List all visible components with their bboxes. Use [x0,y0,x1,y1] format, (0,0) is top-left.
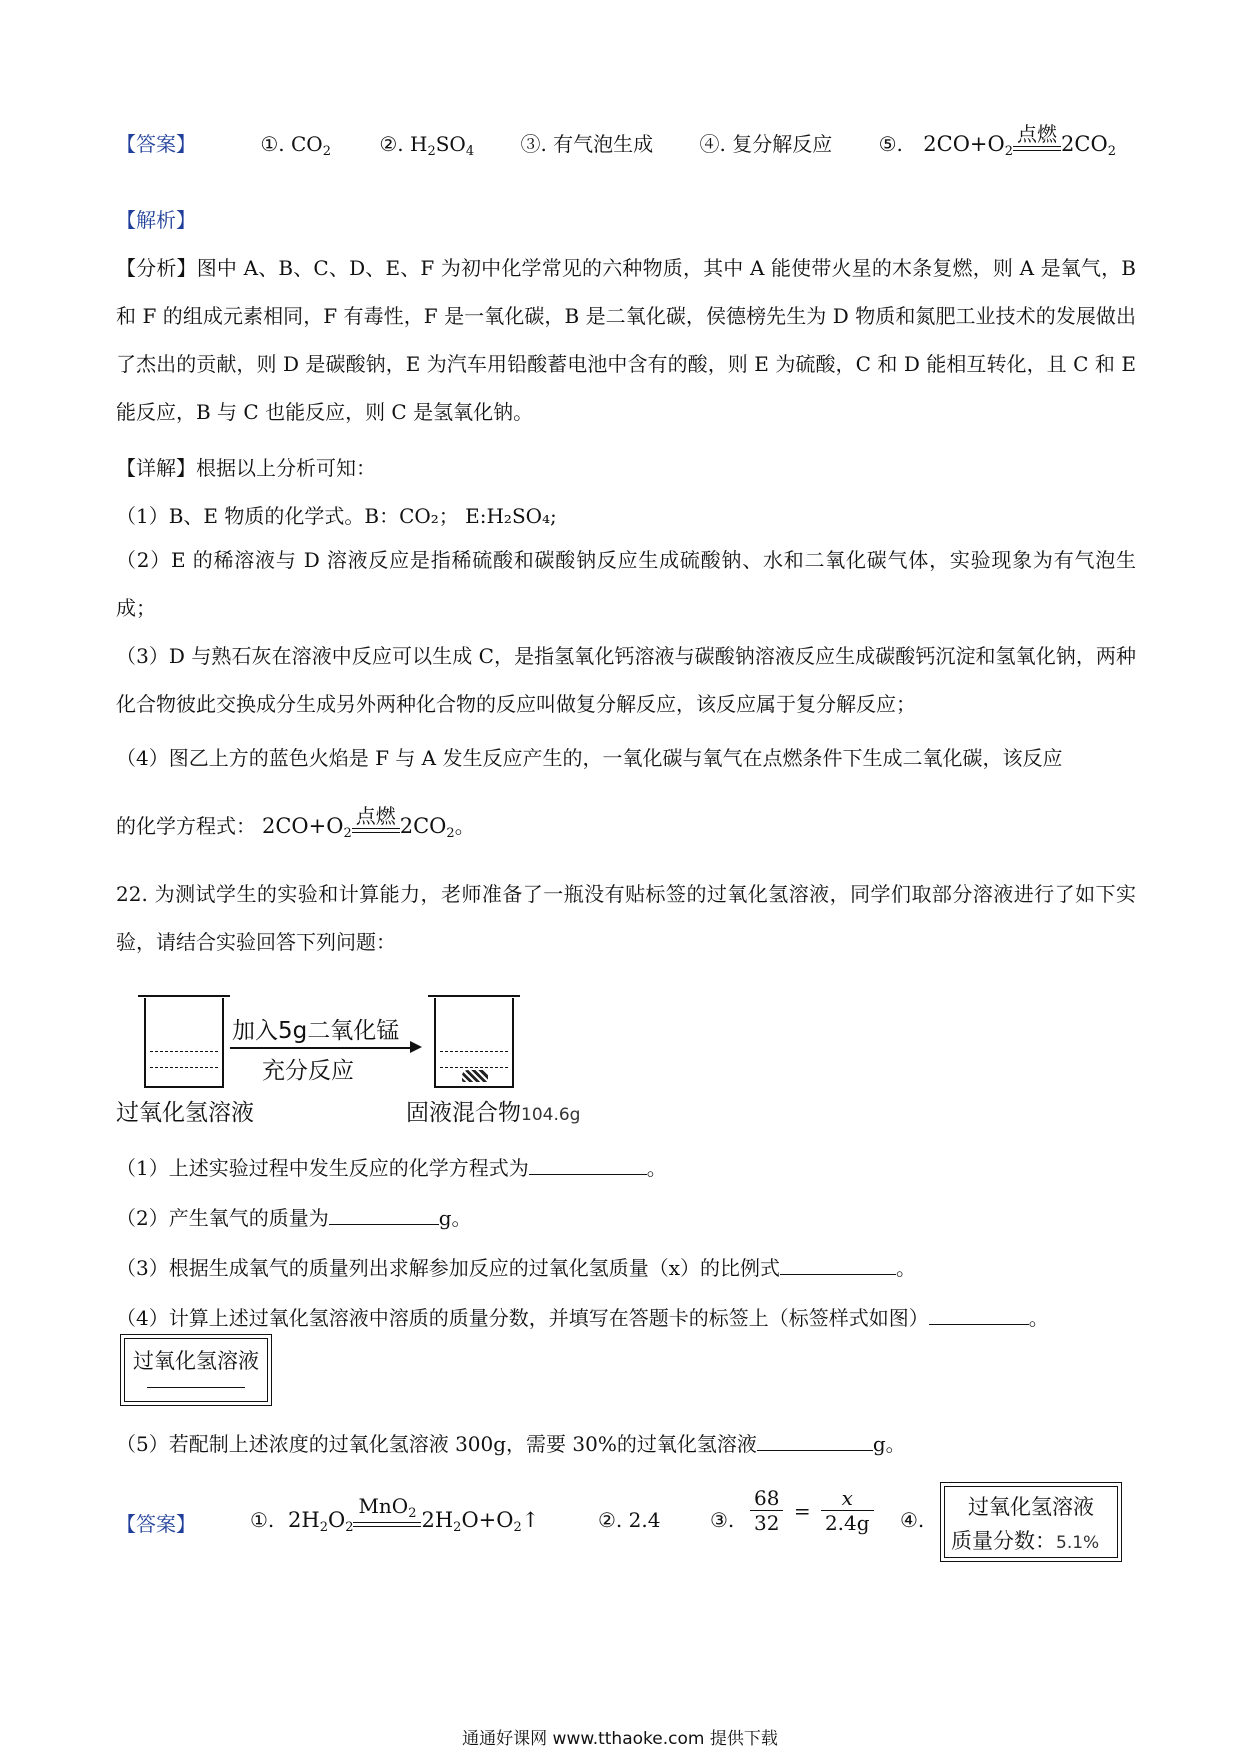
fraction-left-num: 68 [754,1486,780,1510]
answer-tag: 【答案】 [116,132,196,156]
question-22-5-text: （5）若配制上述浓度的过氧化氢溶液 300g，需要 30%的过氧化氢溶液 [116,1432,757,1456]
answer-label-line-text: 质量分数： [951,1529,1056,1553]
detail-1: （1）B、E 物质的化学式。B：CO₂； E:H₂SO₄; [116,504,557,528]
detail-2-text: （2）E 的稀溶液与 D 溶液反应是指稀硫酸和碳酸钠反应生成硫酸钠、水和二氧化碳气体，实验现象为有气泡生成； [116,548,1136,620]
figure-right-label: 固液混合物 [406,1100,521,1126]
answer-2-pre: ②. H [379,132,428,156]
fraction-right-den: 2.4g [824,1511,870,1535]
answer2-4-num: ④. [900,1508,925,1532]
answer-label-line [951,1525,1115,1555]
manganese-dioxide-solid [462,1070,488,1082]
answer-2-mid: SO [435,132,466,156]
gas-arrow-icon: ↑ [521,1508,540,1532]
answer-1-text: ①. CO [260,132,323,156]
answer2-1-right-2-sub: 2 [513,1520,522,1535]
eq-right: 2CO [1061,132,1108,156]
eq-left-sub: 2 [1004,144,1014,159]
beaker-right-rim [428,995,520,997]
detail-4: （4）图乙上方的蓝色火焰是 F 与 A 发生反应产生的，一氧化碳与氧气在点燃条件下生成二氧化碳，该反应 [116,746,1063,770]
question-22-4 [116,1302,1136,1331]
detail-4-prefix: 的化学方程式： [116,814,256,838]
answer-1-sub: 2 [322,144,331,159]
fraction-right-num: x [841,1486,853,1510]
detail-4-condition-text: 点燃 [355,804,396,828]
answer2-1-right-2: O+O [461,1508,514,1532]
answer2-1-right-1: 2H [421,1508,454,1532]
answer-5-num: ⑤. [878,132,903,156]
answer-4: ④. 复分解反应 [699,132,833,156]
answer-2-sub2: 4 [465,144,475,159]
detail-heading: 【详解】根据以上分析可知： [116,456,376,480]
answer-label-value: 5.1% [1056,1533,1100,1553]
answer2-1-equation [288,1494,540,1535]
question-22-2-text: （2）产生氧气的质量为 [116,1206,329,1230]
question-22-1-blank[interactable] [529,1154,647,1175]
analysis-tag: 【解析】 [116,208,196,232]
question-22-4-text: （4）计算上述过氧化氢溶液中溶质的质量分数，并填写在答题卡的标签上（标签样式如图） [116,1306,929,1330]
question-22-5 [116,1428,1136,1457]
question-22-5-end: g。 [872,1432,906,1456]
answer-row-1 [116,122,1131,159]
label-style-box [120,1334,272,1406]
analysis-fenxi: 【分析】图中 A、B、C、D、E、F 为初中化学常见的六种物质，其中 A 能使带火星的木条复燃，则 A 是氧气，B 和 F 的组成元素相同，F 有毒性，F 是一氧化碳，B 是二氧化碳，侯德榜先生为 D 物质和氮肥工业技术的发展做出了杰出的贡献，则 D 是碳酸钠，E 为汽车用铅酸蓄电池中含有的酸，则 E 为硫酸，C 和 D 能相互转化，且 C 和 E 能反应，B 与 C 也能反应，则 C 是氢氧化钠。 [116,256,1136,424]
answer-label-title: 过氧化氢溶液 [968,1495,1094,1519]
answer2-1-left-1-sub: 2 [319,1520,328,1535]
answer-1 [260,132,331,159]
figure-arrow-bottom-text: 充分反应 [262,1058,354,1084]
answer2-1-condition-sub: 2 [408,1506,417,1521]
answer2-1-left-1: 2H [288,1508,320,1532]
page-footer: 通通好课网 www.tthaoke.com 提供下载 [462,1729,778,1749]
figure-arrow-top-text: 加入5g二氧化锰 [232,1018,400,1044]
label-style-title: 过氧化氢溶液 [133,1349,259,1373]
detail-2 [116,536,1136,632]
equals-sign: = [793,1498,811,1523]
answer2-2: ②. 2.4 [598,1508,661,1532]
beaker-right [434,998,514,1088]
detail-4-end: 。 [454,814,475,838]
analysis-paragraph [116,244,1136,436]
detail-3 [116,632,1136,728]
question-22-4-end: 。 [1028,1306,1049,1330]
answer2-1-condition [353,1494,421,1521]
beaker-left-rim [138,995,230,997]
detail-4-condition-arrow [352,804,400,833]
fraction-left-den: 32 [754,1511,780,1535]
answer2-1-equal-bar [353,1522,421,1527]
answer2-1-left-2: O [327,1508,346,1532]
beaker-right-liquid-line [440,1067,508,1068]
condition-arrow [1013,122,1061,151]
answer2-1-right-1-sub: 2 [453,1520,462,1535]
question-22-2-end: g。 [438,1206,472,1230]
beaker-left-liquid-line [150,1067,218,1068]
detail-4-eq-left-sub: 2 [343,826,352,841]
answer-5-equation [923,122,1116,159]
answer2-1-condition-text: MnO [358,1494,409,1518]
figure-right-label-group [406,1094,580,1127]
answer2-1-left-2-sub: 2 [345,1520,354,1535]
figure-arrow-line [230,1047,412,1049]
figure-arrow-head [410,1041,422,1053]
detail-3-text: （3）D 与熟石灰在溶液中反应可以生成 C，是指氢氧化钙溶液与碳酸钠溶液反应生成碳酸钙沉淀和氢氧化钠，两种化合物彼此交换成分生成另外两种化合物的反应叫做复分解反应，该反应属于复分解反应； [116,644,1136,716]
figure-right-mass: 104.6g [521,1105,581,1125]
answer2-tag: 【答案】 [116,1512,196,1536]
fraction-left [750,1486,783,1535]
question-22-1 [116,1152,1136,1181]
answer2-3-proportion [750,1486,874,1535]
question-22-stem-text: 22. 为测试学生的实验和计算能力，老师准备了一瓶没有贴标签的过氧化氢溶液，同学们取部分溶液进行了如下实验，请结合实验回答下列问题： [116,882,1136,954]
detail-4-eq-right-sub: 2 [446,826,455,841]
condition-text: 点燃 [1017,122,1058,146]
fraction-right [821,1486,874,1535]
question-22-3-text: （3）根据生成氧气的质量列出求解参加反应的过氧化氢质量（x）的比例式 [116,1256,781,1280]
answer-2-sub1: 2 [427,144,436,159]
question-22-5-blank[interactable] [757,1430,873,1451]
answer-label-box [940,1482,1122,1562]
eq-right-sub: 2 [1107,144,1116,159]
question-22-3 [116,1252,1136,1281]
question-22-1-end: 。 [646,1156,667,1180]
answer-3: ③. 有气泡生成 [520,132,654,156]
detail-4-eq-left: 2CO+O [262,814,344,838]
question-22-stem [116,870,1136,966]
beaker-left [144,998,224,1088]
detail-4-eq-right: 2CO [399,814,447,838]
question-22-1-text: （1）上述实验过程中发生反应的化学方程式为 [116,1156,529,1180]
label-style-blank [147,1387,245,1388]
answer2-1-condition-arrow [353,1494,421,1527]
question-22-3-blank[interactable] [780,1254,896,1275]
detail-4-equation [116,804,1136,841]
question-22-2 [116,1202,1136,1231]
answer-2 [379,132,475,159]
figure-left-label: 过氧化氢溶液 [116,1100,254,1126]
question-22-2-blank[interactable] [329,1204,439,1225]
answer2-1-num: ①. [250,1508,275,1532]
question-22-3-end: 。 [896,1256,917,1280]
eq-left: 2CO+O [923,132,1005,156]
question-22-4-blank[interactable] [929,1304,1029,1325]
answer2-3-num: ③. [710,1508,735,1532]
